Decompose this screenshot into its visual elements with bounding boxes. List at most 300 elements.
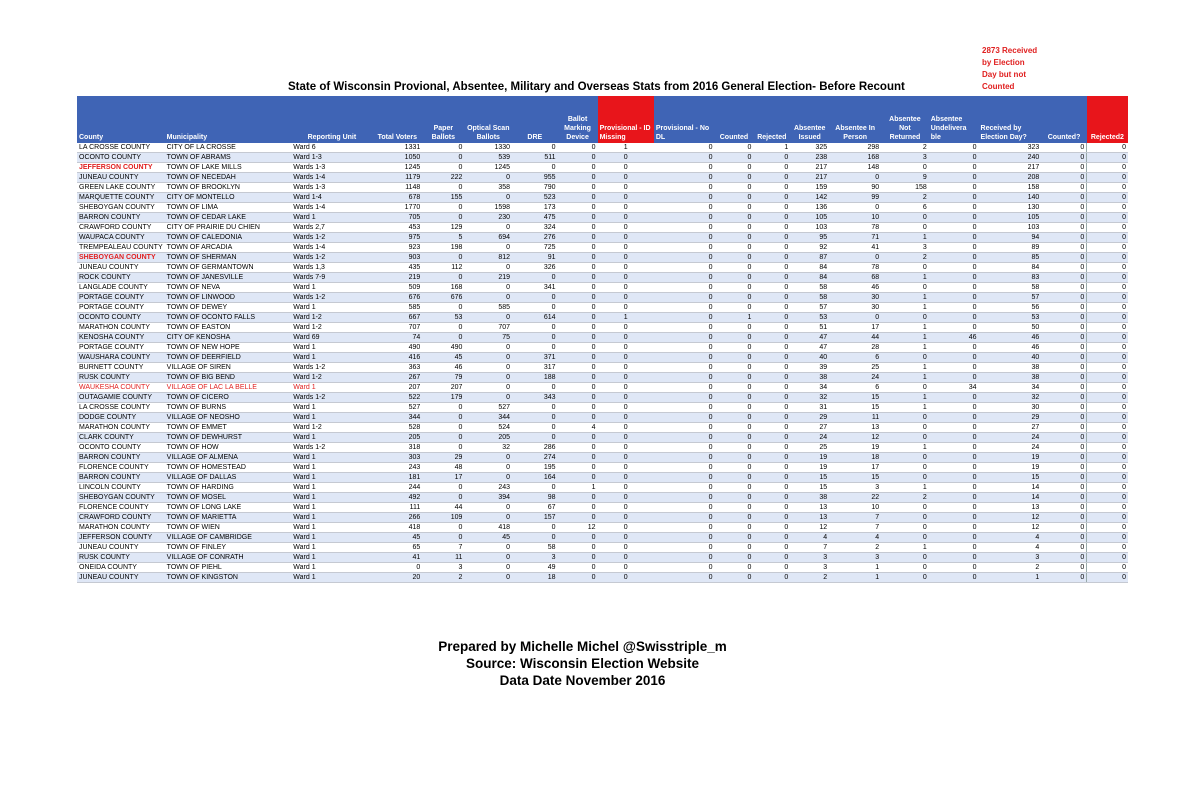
table-cell: 317 bbox=[512, 363, 557, 373]
table-cell: 0 bbox=[929, 493, 979, 503]
table-cell: 0 bbox=[929, 193, 979, 203]
table-cell: 94 bbox=[979, 233, 1042, 243]
table-cell: Ward 1 bbox=[291, 413, 372, 423]
table-cell: 1 bbox=[881, 543, 929, 553]
table-cell: 0 bbox=[1087, 163, 1128, 173]
table-cell: 0 bbox=[558, 563, 598, 573]
table-cell: 1331 bbox=[372, 143, 422, 153]
table-row bbox=[77, 433, 1128, 443]
table-cell: 243 bbox=[372, 463, 422, 473]
table-cell: 48 bbox=[422, 463, 464, 473]
table-cell: CITY OF LA CROSSE bbox=[165, 143, 292, 153]
footer-prepared-by: Prepared by Michelle Michel @Swisstriple_m bbox=[438, 639, 727, 654]
table-cell: 585 bbox=[372, 303, 422, 313]
table-cell: 0 bbox=[422, 273, 464, 283]
table-cell: 0 bbox=[558, 253, 598, 263]
table-cell: 0 bbox=[558, 503, 598, 513]
table-cell: 0 bbox=[929, 573, 979, 583]
table-row bbox=[77, 523, 1128, 533]
table-cell: 49 bbox=[512, 563, 557, 573]
table-cell: 0 bbox=[1041, 393, 1086, 403]
table-cell: 0 bbox=[1041, 433, 1086, 443]
table-row bbox=[77, 573, 1128, 583]
table-cell: 0 bbox=[598, 423, 654, 433]
table-cell: 0 bbox=[1041, 503, 1086, 513]
table-cell: 0 bbox=[753, 283, 790, 293]
table-row bbox=[77, 383, 1128, 393]
table-cell: 0 bbox=[929, 223, 979, 233]
table-cell: 1179 bbox=[372, 173, 422, 183]
table-cell: 0 bbox=[1041, 273, 1086, 283]
table-cell: 371 bbox=[512, 353, 557, 363]
table-cell: 0 bbox=[714, 353, 753, 363]
table-cell: 0 bbox=[929, 353, 979, 363]
table-cell: Wards 1-2 bbox=[291, 443, 372, 453]
table-cell: 0 bbox=[654, 353, 715, 363]
table-cell: 0 bbox=[881, 283, 929, 293]
table-cell: 0 bbox=[558, 273, 598, 283]
table-cell: 0 bbox=[654, 363, 715, 373]
table-cell: WAUPACA COUNTY bbox=[77, 233, 165, 243]
table-cell: 0 bbox=[714, 563, 753, 573]
table-row bbox=[77, 363, 1128, 373]
table-cell: 0 bbox=[558, 323, 598, 333]
table-cell: TOWN OF CEDAR LAKE bbox=[165, 213, 292, 223]
table-cell: 28 bbox=[829, 343, 881, 353]
table-cell: 240 bbox=[979, 153, 1042, 163]
table-cell: 0 bbox=[714, 433, 753, 443]
table-cell: 0 bbox=[929, 423, 979, 433]
table-cell: 1 bbox=[881, 403, 929, 413]
table-cell: 0 bbox=[929, 393, 979, 403]
table-row bbox=[77, 243, 1128, 253]
table-cell: 0 bbox=[1041, 463, 1086, 473]
table-row bbox=[77, 163, 1128, 173]
table-cell: 34 bbox=[979, 383, 1042, 393]
table-cell: 0 bbox=[512, 143, 557, 153]
table-cell: 10 bbox=[829, 213, 881, 223]
table-cell: 0 bbox=[512, 483, 557, 493]
table-cell: Ward 1 bbox=[291, 433, 372, 443]
table-cell: 18 bbox=[512, 573, 557, 583]
table-cell: 0 bbox=[654, 553, 715, 563]
table-cell: 90 bbox=[829, 183, 881, 193]
table-cell: 0 bbox=[1041, 483, 1086, 493]
table-cell: 58 bbox=[512, 543, 557, 553]
table-cell: 0 bbox=[464, 173, 512, 183]
table-cell: 0 bbox=[654, 253, 715, 263]
table-cell: 217 bbox=[979, 163, 1042, 173]
table-cell: TOWN OF LIMA bbox=[165, 203, 292, 213]
table-cell: 676 bbox=[372, 293, 422, 303]
table-cell: TOWN OF LONG LAKE bbox=[165, 503, 292, 513]
table-cell: Wards 1-3 bbox=[291, 183, 372, 193]
table-cell: 0 bbox=[1087, 223, 1128, 233]
table-row bbox=[77, 263, 1128, 273]
table-cell: 87 bbox=[790, 253, 829, 263]
table-cell: 7 bbox=[829, 523, 881, 533]
table-cell: 238 bbox=[790, 153, 829, 163]
table-cell: 217 bbox=[790, 173, 829, 183]
table-cell: 0 bbox=[598, 333, 654, 343]
table-cell: 0 bbox=[753, 163, 790, 173]
table-cell: 0 bbox=[1041, 293, 1086, 303]
table-cell: 0 bbox=[929, 263, 979, 273]
table-cell: 0 bbox=[714, 523, 753, 533]
table-cell: 0 bbox=[422, 443, 464, 453]
col-header-municipality: Municipality bbox=[165, 96, 292, 143]
table-cell: 527 bbox=[372, 403, 422, 413]
table-cell: 0 bbox=[881, 573, 929, 583]
table-cell: Ward 1 bbox=[291, 353, 372, 363]
table-cell: 0 bbox=[512, 523, 557, 533]
table-cell: 0 bbox=[598, 563, 654, 573]
table-cell: Wards 1-2 bbox=[291, 233, 372, 243]
table-cell: BARRON COUNTY bbox=[77, 473, 165, 483]
table-cell: 17 bbox=[829, 323, 881, 333]
table-cell: 0 bbox=[753, 263, 790, 273]
table-cell: 0 bbox=[422, 203, 464, 213]
table-cell: 0 bbox=[422, 433, 464, 443]
table-cell: 0 bbox=[1087, 503, 1128, 513]
table-cell: 0 bbox=[753, 363, 790, 373]
col-header-reporting-unit: Reporting Unit bbox=[291, 96, 372, 143]
table-cell: 0 bbox=[558, 433, 598, 443]
table-cell: 0 bbox=[753, 493, 790, 503]
table-cell: 92 bbox=[790, 243, 829, 253]
table-cell: 0 bbox=[422, 213, 464, 223]
table-row bbox=[77, 443, 1128, 453]
table-cell: 1 bbox=[829, 563, 881, 573]
col-header-paper-ballots: Paper Ballots bbox=[422, 96, 464, 143]
table-cell: 0 bbox=[753, 313, 790, 323]
table-cell: 3 bbox=[881, 243, 929, 253]
table-cell: 0 bbox=[753, 223, 790, 233]
table-cell: 0 bbox=[464, 243, 512, 253]
table-cell: LANGLADE COUNTY bbox=[77, 283, 165, 293]
table-cell: Ward 1-3 bbox=[291, 153, 372, 163]
table-cell: 903 bbox=[372, 253, 422, 263]
table-cell: 24 bbox=[979, 443, 1042, 453]
table-cell: 0 bbox=[714, 203, 753, 213]
table-cell: 1598 bbox=[464, 203, 512, 213]
table-cell: 323 bbox=[979, 143, 1042, 153]
table-row bbox=[77, 273, 1128, 283]
table-cell: CITY OF MONTELLO bbox=[165, 193, 292, 203]
table-cell: 0 bbox=[1087, 293, 1128, 303]
table-cell: 67 bbox=[512, 503, 557, 513]
table-cell: Ward 1 bbox=[291, 213, 372, 223]
table-cell: 0 bbox=[714, 243, 753, 253]
table-cell: 0 bbox=[1087, 373, 1128, 383]
table-cell: 103 bbox=[790, 223, 829, 233]
table-cell: 58 bbox=[979, 283, 1042, 293]
table-cell: LINCOLN COUNTY bbox=[77, 483, 165, 493]
table-cell: 0 bbox=[654, 313, 715, 323]
table-cell: 53 bbox=[422, 313, 464, 323]
table-cell: 0 bbox=[929, 293, 979, 303]
table-cell: 38 bbox=[790, 373, 829, 383]
table-cell: Wards 7-9 bbox=[291, 273, 372, 283]
table-cell: 0 bbox=[753, 193, 790, 203]
table-cell: 0 bbox=[714, 333, 753, 343]
table-cell: 0 bbox=[654, 263, 715, 273]
table-cell: 164 bbox=[512, 473, 557, 483]
table-cell: 0 bbox=[558, 573, 598, 583]
table-cell: 0 bbox=[558, 143, 598, 153]
table-cell: TOWN OF LINWOOD bbox=[165, 293, 292, 303]
table-cell: 4 bbox=[979, 543, 1042, 553]
table-cell: 2 bbox=[979, 563, 1042, 573]
table-cell: 14 bbox=[979, 483, 1042, 493]
table-cell: 44 bbox=[422, 503, 464, 513]
table-cell: 4 bbox=[829, 533, 881, 543]
table-cell: 0 bbox=[558, 333, 598, 343]
table-cell: Ward 1-2 bbox=[291, 423, 372, 433]
table-cell: 0 bbox=[598, 283, 654, 293]
table-cell: 0 bbox=[881, 413, 929, 423]
table-cell: VILLAGE OF CONRATH bbox=[165, 553, 292, 563]
table-cell: 2 bbox=[829, 543, 881, 553]
table-cell: 1 bbox=[881, 363, 929, 373]
table-cell: 40 bbox=[790, 353, 829, 363]
table-cell: 0 bbox=[558, 303, 598, 313]
table-cell: 0 bbox=[654, 213, 715, 223]
table-cell: 0 bbox=[929, 543, 979, 553]
table-cell: 79 bbox=[422, 373, 464, 383]
table-cell: 0 bbox=[753, 353, 790, 363]
table-cell: 0 bbox=[881, 463, 929, 473]
table-cell: 205 bbox=[464, 433, 512, 443]
table-cell: 84 bbox=[790, 263, 829, 273]
table-cell: 57 bbox=[790, 303, 829, 313]
table-row bbox=[77, 343, 1128, 353]
table-cell: 0 bbox=[753, 483, 790, 493]
table-cell: 181 bbox=[372, 473, 422, 483]
table-cell: LA CROSSE COUNTY bbox=[77, 143, 165, 153]
table-cell: 89 bbox=[979, 243, 1042, 253]
table-cell: 1 bbox=[829, 573, 881, 583]
table-cell: TOWN OF JANESVILLE bbox=[165, 273, 292, 283]
col-header-rejected: Rejected bbox=[753, 96, 790, 143]
table-cell: 2 bbox=[881, 493, 929, 503]
table-cell: 0 bbox=[598, 253, 654, 263]
table-cell: SHEBOYGAN COUNTY bbox=[77, 493, 165, 503]
table-cell: 0 bbox=[753, 343, 790, 353]
table-cell: 0 bbox=[598, 293, 654, 303]
table-cell: 0 bbox=[929, 513, 979, 523]
table-cell: 343 bbox=[512, 393, 557, 403]
table-row bbox=[77, 353, 1128, 363]
table-cell: 0 bbox=[464, 473, 512, 483]
table-cell: 0 bbox=[1041, 523, 1086, 533]
table-cell: TOWN OF KINGSTON bbox=[165, 573, 292, 583]
table-cell: 0 bbox=[714, 393, 753, 403]
table-cell: 0 bbox=[829, 203, 881, 213]
table-cell: 0 bbox=[1087, 193, 1128, 203]
table-row bbox=[77, 413, 1128, 423]
table-cell: 0 bbox=[1041, 183, 1086, 193]
table-cell: 0 bbox=[512, 533, 557, 543]
table-row bbox=[77, 253, 1128, 263]
table-cell: 707 bbox=[372, 323, 422, 333]
table-cell: TOWN OF OCONTO FALLS bbox=[165, 313, 292, 323]
table-row bbox=[77, 463, 1128, 473]
table-cell: 0 bbox=[654, 323, 715, 333]
table-cell: 0 bbox=[753, 153, 790, 163]
table-cell: 0 bbox=[598, 213, 654, 223]
table-cell: 0 bbox=[929, 533, 979, 543]
table-cell: 0 bbox=[654, 473, 715, 483]
table-cell: 0 bbox=[1087, 253, 1128, 263]
table-cell: 0 bbox=[558, 313, 598, 323]
table-cell: 522 bbox=[372, 393, 422, 403]
table-cell: 0 bbox=[558, 443, 598, 453]
table-cell: 0 bbox=[714, 443, 753, 453]
table-cell: 0 bbox=[598, 353, 654, 363]
table-cell: 2 bbox=[422, 573, 464, 583]
table-cell: 303 bbox=[372, 453, 422, 463]
table-cell: 0 bbox=[1041, 553, 1086, 563]
table-cell: 12 bbox=[790, 523, 829, 533]
table-cell: 0 bbox=[929, 273, 979, 283]
table-cell: TOWN OF WIEN bbox=[165, 523, 292, 533]
table-cell: 1770 bbox=[372, 203, 422, 213]
table-cell: 0 bbox=[464, 543, 512, 553]
table-row bbox=[77, 333, 1128, 343]
table-cell: 524 bbox=[464, 423, 512, 433]
table-cell: 0 bbox=[654, 423, 715, 433]
table-cell: Ward 69 bbox=[291, 333, 372, 343]
table-cell: FLORENCE COUNTY bbox=[77, 503, 165, 513]
table-cell: 1 bbox=[881, 343, 929, 353]
table-cell: 0 bbox=[1087, 313, 1128, 323]
table-cell: 0 bbox=[422, 163, 464, 173]
table-cell: CITY OF KENOSHA bbox=[165, 333, 292, 343]
table-cell: LA CROSSE COUNTY bbox=[77, 403, 165, 413]
table-cell: TOWN OF MOSEL bbox=[165, 493, 292, 503]
table-cell: 0 bbox=[714, 403, 753, 413]
table-cell: 0 bbox=[714, 153, 753, 163]
table-cell: 0 bbox=[1041, 223, 1086, 233]
table-row bbox=[77, 503, 1128, 513]
table-cell: 0 bbox=[654, 373, 715, 383]
table-cell: PORTAGE COUNTY bbox=[77, 303, 165, 313]
table-cell: 179 bbox=[422, 393, 464, 403]
table-cell: 168 bbox=[422, 283, 464, 293]
table-cell: 0 bbox=[654, 443, 715, 453]
table-cell: 0 bbox=[881, 523, 929, 533]
table-cell: JUNEAU COUNTY bbox=[77, 173, 165, 183]
table-cell: 0 bbox=[464, 513, 512, 523]
table-cell: 0 bbox=[881, 533, 929, 543]
table-row bbox=[77, 473, 1128, 483]
table-cell: 0 bbox=[422, 493, 464, 503]
table-cell: 0 bbox=[1087, 443, 1128, 453]
table-cell: 0 bbox=[422, 323, 464, 333]
table-cell: 1 bbox=[881, 233, 929, 243]
table-cell: 0 bbox=[512, 323, 557, 333]
table-cell: 0 bbox=[1087, 173, 1128, 183]
table-cell: 15 bbox=[829, 393, 881, 403]
table-cell: 0 bbox=[1041, 233, 1086, 243]
table-cell: Ward 1 bbox=[291, 283, 372, 293]
table-cell: 44 bbox=[829, 333, 881, 343]
table-row bbox=[77, 423, 1128, 433]
table-cell: 38 bbox=[979, 363, 1042, 373]
table-cell: TOWN OF MARIETTA bbox=[165, 513, 292, 523]
table-cell: 0 bbox=[598, 263, 654, 273]
table-cell: Ward 1 bbox=[291, 553, 372, 563]
table-cell: 0 bbox=[1087, 333, 1128, 343]
table-cell: 0 bbox=[1087, 563, 1128, 573]
table-cell: 4 bbox=[979, 533, 1042, 543]
table-cell: 0 bbox=[1087, 393, 1128, 403]
table-cell: VILLAGE OF CAMBRIDGE bbox=[165, 533, 292, 543]
table-cell: 0 bbox=[714, 533, 753, 543]
table-cell: 1245 bbox=[464, 163, 512, 173]
table-cell: 394 bbox=[464, 493, 512, 503]
table-cell: 1 bbox=[881, 293, 929, 303]
table-cell: 3 bbox=[422, 563, 464, 573]
table-cell: 3 bbox=[512, 553, 557, 563]
table-row bbox=[77, 203, 1128, 213]
table-cell: 0 bbox=[654, 513, 715, 523]
table-cell: 0 bbox=[714, 163, 753, 173]
table-cell: TOWN OF ARCADIA bbox=[165, 243, 292, 253]
table-cell: 0 bbox=[1087, 233, 1128, 243]
table-cell: 0 bbox=[1087, 453, 1128, 463]
table-cell: RUSK COUNTY bbox=[77, 553, 165, 563]
table-cell: 2 bbox=[881, 193, 929, 203]
table-cell: 1 bbox=[714, 313, 753, 323]
table-cell: 0 bbox=[714, 453, 753, 463]
table-cell: 30 bbox=[829, 303, 881, 313]
table-cell: 0 bbox=[753, 383, 790, 393]
table-cell: 0 bbox=[753, 523, 790, 533]
table-cell: Ward 1 bbox=[291, 453, 372, 463]
table-cell: 0 bbox=[1041, 443, 1086, 453]
table-cell: RUSK COUNTY bbox=[77, 373, 165, 383]
table-cell: 168 bbox=[829, 153, 881, 163]
table-cell: 17 bbox=[422, 473, 464, 483]
table-cell: 0 bbox=[1041, 263, 1086, 273]
table-cell: 418 bbox=[464, 523, 512, 533]
table-cell: 0 bbox=[714, 553, 753, 563]
table-cell: 0 bbox=[512, 333, 557, 343]
table-cell: 32 bbox=[790, 393, 829, 403]
table-cell: Ward 1 bbox=[291, 463, 372, 473]
table-cell: 46 bbox=[829, 283, 881, 293]
table-cell: 492 bbox=[372, 493, 422, 503]
table-cell: 0 bbox=[512, 383, 557, 393]
table-cell: 0 bbox=[1041, 353, 1086, 363]
table-cell: 85 bbox=[979, 253, 1042, 263]
table-cell: 5 bbox=[422, 233, 464, 243]
table-cell: 0 bbox=[929, 453, 979, 463]
table-cell: 103 bbox=[979, 223, 1042, 233]
table-cell: 0 bbox=[598, 193, 654, 203]
table-cell: 0 bbox=[598, 523, 654, 533]
table-cell: 0 bbox=[714, 573, 753, 583]
table-cell: 19 bbox=[829, 443, 881, 453]
table-cell: 0 bbox=[929, 243, 979, 253]
table-cell: 266 bbox=[372, 513, 422, 523]
table-cell: 0 bbox=[422, 483, 464, 493]
table-cell: 0 bbox=[753, 473, 790, 483]
table-cell: 98 bbox=[512, 493, 557, 503]
table-cell: 0 bbox=[512, 403, 557, 413]
